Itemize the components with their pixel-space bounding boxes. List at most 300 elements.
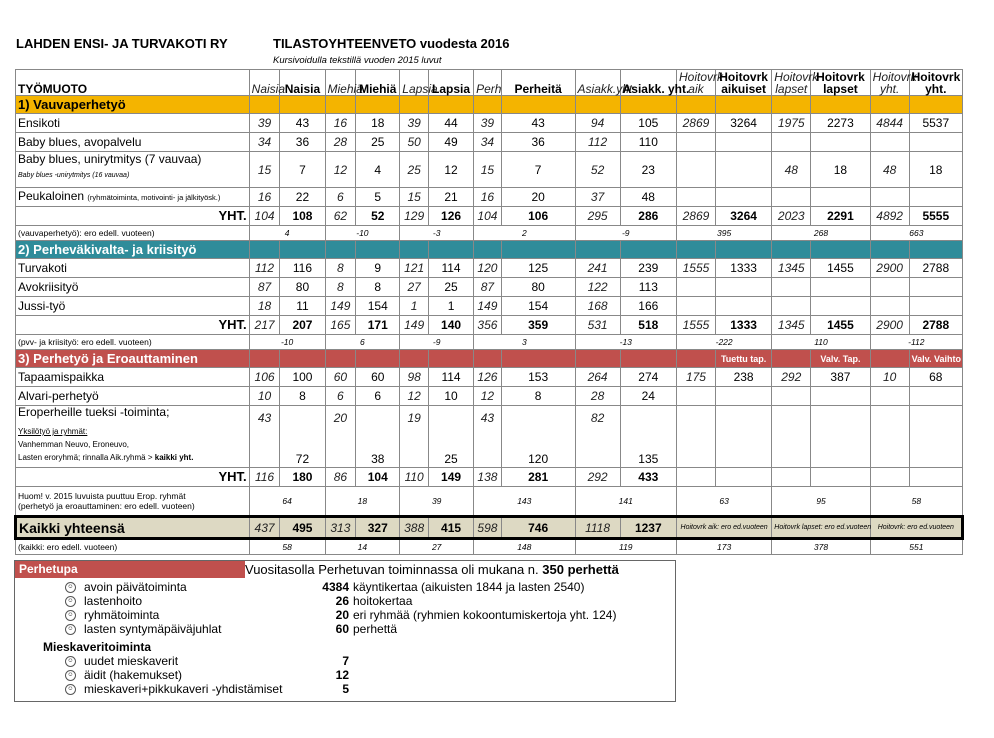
value-cell: 154 (501, 297, 575, 316)
value-cell: 105 (620, 114, 676, 133)
value-2015-cell (772, 297, 811, 316)
value-2015-cell: 1555 (676, 259, 715, 278)
value-cell (909, 387, 962, 406)
row-label: YHT. (16, 468, 250, 487)
col-lapsia: Lapsia (428, 70, 473, 96)
value-cell: 7 (501, 152, 575, 188)
header-row (16, 70, 963, 96)
empty-cell (909, 96, 962, 114)
value-cell: 25 (428, 278, 473, 297)
value-2015-cell (676, 278, 715, 297)
value-2015-cell: 48 (772, 152, 811, 188)
empty-cell (575, 96, 620, 114)
value-cell: 9 (356, 259, 400, 278)
row-kaikki (16, 517, 963, 539)
empty-cell (575, 350, 620, 368)
value-2015-cell (676, 152, 715, 188)
value-2015-cell: 34 (474, 133, 502, 152)
value-2015-cell (772, 188, 811, 207)
value-cell: 12 (428, 152, 473, 188)
section-sub-valv: Valv. Tap. (811, 350, 870, 368)
value-cell (909, 468, 962, 487)
value-2015-cell: 1345 (772, 316, 811, 335)
empty-cell (676, 406, 715, 468)
value-cell: 2788 (909, 259, 962, 278)
value-2015-cell: 1975 (772, 114, 811, 133)
row-label: (perhetyö ja eroauttaminen: ero edell. vuoteen) (18, 501, 195, 511)
value-2015-cell: 39 (249, 114, 280, 133)
row-yht-vauva (16, 207, 963, 226)
empty-cell (428, 241, 473, 259)
value-cell: 359 (501, 316, 575, 335)
value-cell: 8 (280, 387, 325, 406)
value-2015-cell (870, 387, 909, 406)
value-2015-cell (676, 468, 715, 487)
value-cell: 2291 (811, 207, 870, 226)
row-eroperheet (16, 406, 963, 468)
value-cell: 7 (280, 152, 325, 188)
diff-cell: -222 (676, 335, 771, 350)
value-cell: 207 (280, 316, 325, 335)
value-cell: 1455 (811, 316, 870, 335)
section-perhetyo (16, 350, 963, 368)
value-2015-cell: 138 (474, 468, 502, 487)
value-cell: 52 (356, 207, 400, 226)
value-cell: 5537 (909, 114, 962, 133)
report-subtitle: Kursivoidulla tekstillä vuoden 2015 luvut (273, 55, 442, 66)
row-label: Turvakoti (16, 259, 250, 278)
perhetupa-item (65, 608, 159, 622)
value-cell (811, 297, 870, 316)
value-cell: 106 (501, 207, 575, 226)
value-2015-cell: 1 (400, 297, 429, 316)
value-2015-cell: 217 (249, 316, 280, 335)
value-2015-cell: 116 (249, 468, 280, 487)
value-2015-cell: 112 (575, 133, 620, 152)
row-diff-vauva (16, 226, 963, 241)
value-cell: 80 (501, 278, 575, 297)
value-cell: 171 (356, 316, 400, 335)
value-cell: 8 (501, 387, 575, 406)
value-cell: 2788 (909, 316, 962, 335)
value-cell: 100 (280, 368, 325, 387)
value-cell: 518 (620, 316, 676, 335)
item-text: käyntikertaa (aikuisten 1844 ja lasten 2540) (353, 580, 585, 594)
empty-cell (249, 96, 280, 114)
empty-cell (280, 241, 325, 259)
value-cell (811, 278, 870, 297)
value-cell: 43 (501, 114, 575, 133)
smiley-icon: ☺ (65, 596, 76, 607)
empty-cell (280, 350, 325, 368)
value-cell: 25 (428, 406, 473, 468)
value-cell: 3264 (715, 207, 771, 226)
value-2015-cell: 28 (575, 387, 620, 406)
section-title: 1) Vauvaperhetyö (16, 96, 250, 114)
row-label-note: (ryhmätoiminta, motivointi- ja jälkityösk.) (87, 193, 221, 202)
col-naisia-2015: Naisia (249, 70, 280, 96)
value-2015-cell: 43 (474, 406, 502, 468)
value-2015-cell (676, 297, 715, 316)
row-label: Avokriisityö (16, 278, 250, 297)
empty-cell (280, 96, 325, 114)
value-2015-cell: 15 (474, 152, 502, 188)
value-2015-cell: 39 (400, 114, 429, 133)
value-cell: 1 (428, 297, 473, 316)
value-2015-cell: 43 (249, 406, 280, 468)
empty-cell (620, 241, 676, 259)
item-number: 7 (342, 654, 349, 668)
row-yht-perhetyo (16, 468, 963, 487)
value-2015-cell: 4844 (870, 114, 909, 133)
diff-cell: 58 (249, 539, 325, 555)
value-2015-cell: 18 (249, 297, 280, 316)
empty-cell (400, 96, 429, 114)
perhetupa-item (65, 594, 142, 608)
value-2015-cell: 60 (325, 368, 356, 387)
value-cell: 68 (909, 368, 962, 387)
row-sublabel: Vanhemman Neuvo, Eroneuvo, (18, 440, 130, 449)
hoitovrk-diff-label: Hoitovrk aik: ero ed.vuoteen (676, 517, 771, 539)
value-cell: 48 (620, 188, 676, 207)
section-title: 3) Perhetyö ja Eroauttaminen (16, 350, 250, 368)
value-2015-cell: 121 (400, 259, 429, 278)
empty-cell (870, 241, 909, 259)
item-number: 5 (342, 682, 349, 696)
value-2015-cell: 2869 (676, 207, 715, 226)
value-cell: 153 (501, 368, 575, 387)
value-2015-cell: 52 (575, 152, 620, 188)
value-cell: 114 (428, 259, 473, 278)
value-2015-cell: 295 (575, 207, 620, 226)
headline-bold: 350 perhettä (542, 562, 619, 577)
diff-cell: 27 (400, 539, 474, 555)
value-2015-cell: 12 (474, 387, 502, 406)
value-cell: 154 (356, 297, 400, 316)
value-2015-cell: 8 (325, 278, 356, 297)
diff-cell: 14 (325, 539, 400, 555)
statistics-table (14, 69, 964, 555)
value-cell: 433 (620, 468, 676, 487)
value-cell: 387 (811, 368, 870, 387)
empty-cell (16, 152, 250, 188)
col-asiak-2015: Asiakk.yht (575, 70, 620, 96)
col-miehia: Miehiä (356, 70, 400, 96)
row-label: Peukaloinen (18, 189, 85, 203)
value-cell: 1237 (620, 517, 676, 539)
diff-cell: 119 (575, 539, 676, 555)
value-2015-cell (676, 188, 715, 207)
value-2015-cell: 110 (400, 468, 429, 487)
mieskaveri-item (65, 668, 182, 682)
smiley-icon: ☺ (65, 656, 76, 667)
diff-cell: 663 (870, 226, 962, 241)
col-miehia-2015: Miehiä (325, 70, 356, 96)
empty-cell (715, 96, 771, 114)
value-cell: 4 (356, 152, 400, 188)
diff-cell: 95 (772, 487, 870, 517)
empty-cell (501, 350, 575, 368)
item-text: hoitokertaa (353, 594, 413, 608)
value-2015-cell (772, 468, 811, 487)
empty-cell (325, 96, 356, 114)
value-2015-cell (676, 133, 715, 152)
value-cell (715, 387, 771, 406)
value-cell: 180 (280, 468, 325, 487)
value-2015-cell: 2900 (870, 316, 909, 335)
org-name: LAHDEN ENSI- JA TURVAKOTI RY (16, 36, 228, 51)
value-2015-cell: 2869 (676, 114, 715, 133)
report-title: TILASTOYHTEENVETO vuodesta 2016 (273, 36, 510, 51)
value-cell: 49 (428, 133, 473, 152)
value-cell: 113 (620, 278, 676, 297)
value-2015-cell: 87 (249, 278, 280, 297)
value-2015-cell: 122 (575, 278, 620, 297)
value-2015-cell: 16 (325, 114, 356, 133)
col-perh-2015: Perh (474, 70, 502, 96)
row-sublabel-bold: kaikki yht. (154, 453, 194, 462)
diff-cell: 141 (575, 487, 676, 517)
value-2015-cell: 6 (325, 387, 356, 406)
value-2015-cell (772, 278, 811, 297)
smiley-icon: ☺ (65, 670, 76, 681)
value-2015-cell: 292 (772, 368, 811, 387)
value-2015-cell: 48 (870, 152, 909, 188)
col-hoitovrk-yht-2015: Hoitovrk yht. (870, 70, 909, 96)
value-cell: 20 (501, 188, 575, 207)
col-perheita: Perheitä (501, 70, 575, 96)
row-diff-kaikki (16, 539, 963, 555)
value-cell: 44 (428, 114, 473, 133)
value-cell: 140 (428, 316, 473, 335)
empty-cell (811, 241, 870, 259)
value-cell: 36 (280, 133, 325, 152)
row-label: Ensikoti (16, 114, 250, 133)
empty-cell (16, 406, 250, 468)
diff-cell: 378 (772, 539, 870, 555)
value-2015-cell: 87 (474, 278, 502, 297)
diff-cell: 2 (474, 226, 575, 241)
row-peukaloinen (16, 188, 963, 207)
empty-cell (811, 96, 870, 114)
value-cell (715, 278, 771, 297)
value-2015-cell: 120 (474, 259, 502, 278)
value-cell: 135 (620, 406, 676, 468)
value-cell: 72 (280, 406, 325, 468)
perhetupa-title: Perhetupa (15, 561, 245, 578)
row-label: (pvv- ja kriisityö: ero edell. vuoteen) (16, 335, 250, 350)
item-number: 4384 (322, 580, 349, 594)
diff-cell: 143 (474, 487, 575, 517)
perhetupa-item (65, 622, 221, 636)
value-2015-cell: 388 (400, 517, 429, 539)
empty-cell (575, 241, 620, 259)
value-2015-cell: 15 (249, 152, 280, 188)
item-text: eri ryhmää (ryhmien kokoontumiskertoja yht. 124) (353, 608, 617, 622)
row-label: Eroperheille tueksi -toiminta; (18, 405, 170, 419)
empty-cell (772, 406, 811, 468)
diff-cell: -13 (575, 335, 676, 350)
value-2015-cell: 82 (575, 406, 620, 468)
value-2015-cell: 313 (325, 517, 356, 539)
empty-cell (474, 241, 502, 259)
row-babyuni (16, 152, 963, 188)
value-cell: 18 (356, 114, 400, 133)
row-ensikoti (16, 114, 963, 133)
row-label-2015: Baby blues -unirytmitys (16 vauvaa) (18, 172, 130, 179)
diff-cell: 268 (772, 226, 870, 241)
value-2015-cell (772, 387, 811, 406)
diff-cell: 6 (325, 335, 400, 350)
row-label: Kaikki yhteensä (16, 517, 250, 539)
perhetupa-headline (245, 561, 619, 578)
item-label: avoin päivätoiminta (84, 580, 187, 594)
section-sub-vaihto: Valv. Vaihto (909, 350, 962, 368)
value-cell: 114 (428, 368, 473, 387)
empty-cell (249, 241, 280, 259)
value-2015-cell: 6 (325, 188, 356, 207)
empty-cell (325, 350, 356, 368)
value-2015-cell: 437 (249, 517, 280, 539)
empty-cell (772, 350, 811, 368)
value-cell: 5555 (909, 207, 962, 226)
smiley-icon: ☺ (65, 582, 76, 593)
value-cell: 18 (811, 152, 870, 188)
col-naisia: Naisia (280, 70, 325, 96)
row-turvakoti (16, 259, 963, 278)
item-number: 12 (335, 668, 349, 682)
value-cell: 25 (356, 133, 400, 152)
empty-cell (356, 96, 400, 114)
value-2015-cell: 12 (325, 152, 356, 188)
empty-cell (16, 188, 250, 207)
row-label: (kaikki: ero edell. vuoteen) (16, 539, 250, 555)
row-alvari (16, 387, 963, 406)
value-2015-cell: 356 (474, 316, 502, 335)
diff-cell: 395 (676, 226, 771, 241)
value-cell: 746 (501, 517, 575, 539)
diff-cell: -9 (400, 335, 474, 350)
empty-cell (620, 96, 676, 114)
col-asiak: Asiakk. yht. (620, 70, 676, 96)
col-hoitovrk-aik-2015: Hoitovrk aik (676, 70, 715, 96)
value-cell: 38 (356, 406, 400, 468)
perhetupa-box (14, 560, 676, 702)
row-label: Huom! v. 2015 luvuista puuttuu Erop. ryhmät (18, 491, 186, 501)
value-2015-cell (870, 468, 909, 487)
value-2015-cell: 106 (249, 368, 280, 387)
value-2015-cell: 1345 (772, 259, 811, 278)
value-cell: 6 (356, 387, 400, 406)
value-cell: 21 (428, 188, 473, 207)
value-2015-cell (870, 188, 909, 207)
empty-cell (676, 96, 715, 114)
empty-cell (16, 487, 250, 517)
empty-cell (356, 241, 400, 259)
value-cell: 110 (620, 133, 676, 152)
value-cell: 80 (280, 278, 325, 297)
value-2015-cell: 104 (249, 207, 280, 226)
value-cell: 108 (280, 207, 325, 226)
empty-cell (501, 96, 575, 114)
empty-cell (715, 406, 771, 468)
value-2015-cell: 98 (400, 368, 429, 387)
item-text: perhettä (353, 622, 398, 636)
empty-cell (249, 350, 280, 368)
diff-cell: -112 (870, 335, 962, 350)
row-label: Tapaamispaikka (16, 368, 250, 387)
diff-cell: 64 (249, 487, 325, 517)
empty-cell (474, 96, 502, 114)
row-label: (vauvaperhetyö): ero edell. vuoteen) (16, 226, 250, 241)
value-2015-cell: 168 (575, 297, 620, 316)
row-huom (16, 487, 963, 517)
value-cell: 10 (428, 387, 473, 406)
mieskaveri-item (65, 654, 178, 668)
value-2015-cell: 175 (676, 368, 715, 387)
value-2015-cell: 126 (474, 368, 502, 387)
value-2015-cell (870, 297, 909, 316)
smiley-icon: ☺ (65, 624, 76, 635)
value-2015-cell: 16 (474, 188, 502, 207)
row-label: Baby blues, unirytmitys (7 vauvaa) (18, 152, 202, 166)
item-label: mieskaveri+pikkukaveri -yhdistämiset (84, 682, 283, 696)
value-2015-cell (870, 278, 909, 297)
value-2015-cell: 12 (400, 387, 429, 406)
value-cell (715, 188, 771, 207)
value-2015-cell (772, 133, 811, 152)
empty-cell (870, 350, 909, 368)
value-2015-cell: 34 (249, 133, 280, 152)
row-label: Alvari-perhetyö (16, 387, 250, 406)
diff-cell: 173 (676, 539, 771, 555)
value-cell: 60 (356, 368, 400, 387)
value-cell: 149 (428, 468, 473, 487)
section-perhevakivalta (16, 241, 963, 259)
value-cell: 22 (280, 188, 325, 207)
col-lapsia-2015: Lapsia (400, 70, 429, 96)
value-cell (909, 297, 962, 316)
value-cell (715, 133, 771, 152)
row-label: YHT. (16, 316, 250, 335)
diff-cell: 551 (870, 539, 962, 555)
row-sublabel: Yksilötyö ja ryhmät: (18, 427, 88, 436)
item-label: uudet mieskaverit (84, 654, 179, 668)
value-cell (715, 152, 771, 188)
row-sublabel: Lasten eroryhmä; rinnalla Aik.ryhmä > (18, 453, 153, 462)
value-cell: 415 (428, 517, 473, 539)
col-hoitovrk-lap: Hoitovrk lapset (811, 70, 870, 96)
value-cell: 125 (501, 259, 575, 278)
empty-cell (400, 241, 429, 259)
value-2015-cell: 20 (325, 406, 356, 468)
item-label: lasten syntymäpäiväjuhlat (84, 622, 222, 636)
value-2015-cell: 28 (325, 133, 356, 152)
value-2015-cell: 39 (474, 114, 502, 133)
row-babyblues (16, 133, 963, 152)
value-2015-cell: 292 (575, 468, 620, 487)
perhetupa-item (65, 580, 187, 594)
diff-cell: 39 (400, 487, 474, 517)
value-2015-cell: 4892 (870, 207, 909, 226)
value-cell: 18 (909, 152, 962, 188)
value-cell: 126 (428, 207, 473, 226)
empty-cell (676, 350, 715, 368)
row-label: YHT. (16, 207, 250, 226)
value-cell (715, 297, 771, 316)
value-cell: 36 (501, 133, 575, 152)
hoitovrk-diff-label: Hoitovrk lapset: ero ed.vuoteen (772, 517, 870, 539)
